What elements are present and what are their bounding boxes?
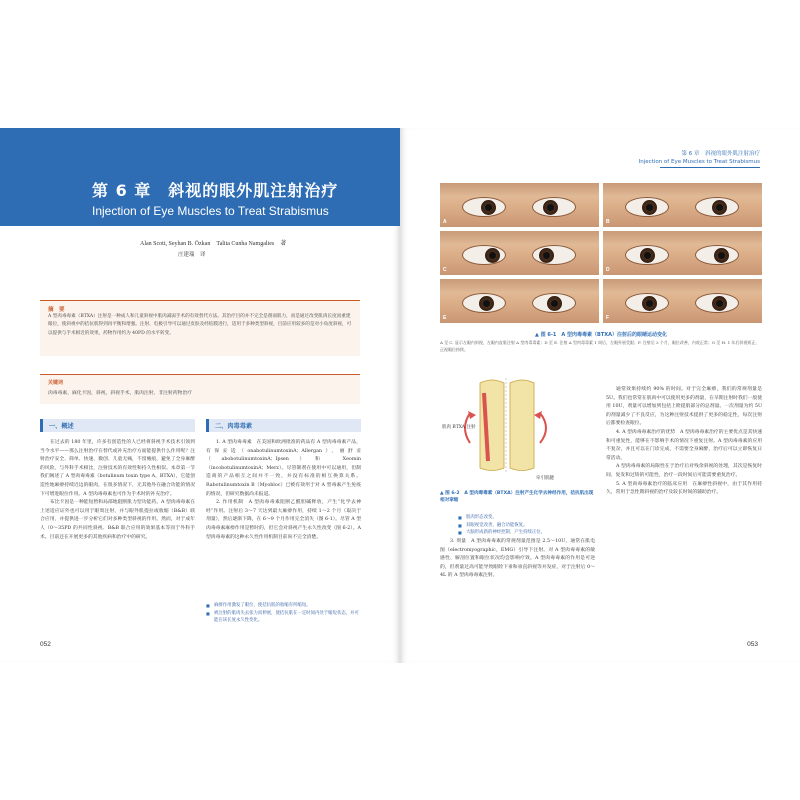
- abstract-box: [40, 300, 360, 356]
- photo-tag: D: [606, 267, 610, 273]
- right-page: [400, 128, 800, 663]
- figure-6-1-caption: ▲ 图 6-1 A 型肉毒毒素（BTXA）注射后的眼睛运动变化: [535, 332, 667, 338]
- translator: 庄建瑞 译: [178, 252, 206, 258]
- section-heading-botulinum: [206, 419, 361, 432]
- section-heading-text: 一、概述: [49, 423, 74, 430]
- figure-6-1-description: A 至 C. 显示左眼内斜视，左眼内直肌注射 A 型肉毒毒素；D 至 E. 注射 A 型肉毒毒素 1 周后，左眼外展受限；F. 注射后 3 个月，眼位改善，内收正常；G 至 H. 1 年后斜视矫正，正视眼位持续。: [440, 340, 760, 352]
- eye-photo: [603, 279, 762, 323]
- keywords-label: 关键词: [48, 380, 64, 386]
- diagram-label-tendon: 牵引肌腱: [536, 476, 554, 481]
- photo-tag: A: [443, 219, 447, 225]
- diagram-label-injection: 肌肉 BTXA 注射: [442, 425, 476, 430]
- abstract-label: 摘 要: [48, 307, 65, 313]
- bullet-item: ■ 大脑形成新的神经控制，产生持续正位。: [458, 529, 595, 537]
- muscle-injection-diagram: [440, 373, 595, 483]
- page-number: 053: [747, 641, 758, 648]
- text-column-right: [206, 439, 361, 542]
- paragraph: A 型肉毒毒素的局限性在于治疗后对残余斜视的处理，其次是恢复时间、复发和过矫的可能性，治疗一段时间后可能需要重复治疗。: [606, 464, 762, 478]
- photo-tag: C: [443, 267, 447, 273]
- authors: Alan Scott, Seyhan B. Özkan Talita Cunha Namgalies 著: [140, 241, 287, 247]
- text-column-left: [40, 439, 195, 542]
- running-head: [639, 150, 760, 166]
- paragraph: 在过去的 180 年里，许多有创造性的人已经将斜视手术技术引领到当今水平——那么注射治疗在替代或补充治疗方面能提供什么作用呢？注射治疗安全、简单、快速、微创、儿童无痛，不留瘢痕，避免了全身麻醉的风险，与外科手术相比，注射技术的有效性和持久性相似。本章第一节我们阐述了 A 型肉毒毒素（botulinum toxin type A，BTXA），它能创造性地麻痹持续近边的眼肉，在很多情况下，无其他外在融合功能的情况下可增进眼位作用。A 型肉毒毒素也可作为手术时的补充治疗。: [40, 440, 195, 497]
- page-number: 052: [40, 641, 51, 648]
- chapter-title-en: Injection of Eye Muscles to Treat Strabismus: [92, 204, 329, 218]
- bullet-list: [206, 602, 361, 625]
- chapter-banner: [0, 128, 400, 226]
- arrow-head-icon: [534, 411, 542, 419]
- paragraph: 1. A 型肉毒毒素 在美国和欧洲批准的药品有 A 型肉毒毒素产品，有保妥适（onabotulinumtoxinA；Allergan），丽舒妥（abobotulinumtoxinA；Ipsen）和 Xeomin（incobotulinumtoxinA；Merz）。尽管制剂在使用中可以通用，但制造商的产品相互之间并不一致，并没有标准的相互换算关系。Rabotulinumtoxin B（Myobloc）已被有效用于对 A 型毒素产生免疫的情况，但研究数据尚未报道。: [206, 440, 361, 497]
- running-head-rule: [660, 167, 760, 168]
- eye-photo: [440, 183, 599, 227]
- bullet-item: ■ 麻痹作用激发了眼位，使拮抗肌的收缩有所缩短。: [206, 602, 361, 610]
- paragraph: 4. A 型肉毒毒素治疗的优势 A 型肉毒毒素治疗的主要优点是其快速和可重复性，能够在不影响手术的情况下重复注射。A 型肉毒毒素的应用不复杂，并且可以在门诊完成，不需要全身麻醉，治疗后可以立即恢复日常活动。: [606, 429, 762, 461]
- keywords-text: 肉毒毒素，麻化卡因，斜视，斜视手术，肌肉注射，非注射药物治疗: [48, 391, 192, 396]
- running-head-en: Injection of Eye Muscles to Treat Strabismus: [638, 159, 760, 165]
- eye-photo: [440, 231, 599, 275]
- figure-6-2-caption: ▲ 图 6-2 A 型肉毒毒素（BTXA）注射产生化学去神经作用，拮抗肌出现相对挛缩: [440, 491, 594, 504]
- section-heading-text: 二、肉毒毒素: [215, 423, 253, 430]
- photo-tag: F: [606, 315, 610, 321]
- paragraph: 通常效果持续约 90% 的时间。对于完全麻痹，我们的常规剂量是 5U。我们也常常在肌肉中可以使用更多的剂量，在早期注射时我们一般使用 10U，剂量可以增加到包括上睑提肌部分的总剂量。一次剂量为约 5U 的剂量减少了不良反应，为这种注射技术提供了更多的稳定性，每次注射后都要检查眼位。: [606, 387, 762, 427]
- abstract-text: A 型肉毒毒素（BTXA）注射是一种成人和儿童斜视中肌肉减弱手术的有效替代方法。其治疗目的并不完全是削弱肌力，而是通过改变肌肉长度而重建眼位，使斜视中的拮抗肌得到再平衡和增强。注射、电极引导可以通过皮肤及经结膜进行，适用于多种类型斜视，目前应用较多的是对小角度斜视，可以提供与手术相近的效果，药物作用约为 40PD 的水平转变。: [48, 314, 352, 336]
- muscle-shape: [510, 380, 534, 471]
- section-heading-overview: [40, 419, 195, 432]
- book-spread: [0, 128, 800, 663]
- eye-photo: [440, 279, 599, 323]
- bullet-item: ■ 被注射的肌肉失去张力而伸展，使拮抗肌在一定时间内处于缩短状态，并可能在该长度永久性变化。: [206, 610, 361, 625]
- left-page: [0, 128, 400, 663]
- photo-tag: B: [606, 219, 610, 225]
- arrow-head-icon: [468, 411, 476, 419]
- chapter-title-zh: 第 6 章 斜视的眼外肌注射治疗: [92, 181, 339, 200]
- keywords-box: [40, 374, 360, 404]
- text-column-right: [606, 386, 762, 498]
- text-column-left-bottom: [440, 538, 595, 581]
- running-head-zh: 第 6 章 斜视的眼外肌注射治疗: [681, 151, 760, 157]
- bullet-item: ■ 双眼视觉改善，融合功能恢复。: [458, 522, 595, 530]
- paragraph: 5. A 型肉毒毒素治疗的临床应用 在麻痹性斜视中，由于其作用持久，常用于急性期斜视的治疗及较长时间的辅助治疗。: [606, 481, 762, 496]
- eye-photo: [603, 231, 762, 275]
- bullet-list-right: [458, 514, 595, 537]
- arrow-curve: [540, 413, 546, 443]
- photo-tag: E: [443, 315, 447, 321]
- eye-photo: [603, 183, 762, 227]
- paragraph: 布比卡因是一种能短暂和局部地阻断肌力型功能药。A 型肉毒毒素在上述适应证外也可以用于眼周注射，并与眼外肌提拉或收缩（B&B）联合应用，并提供进一步分析它们对多种类型斜视的作用。然而，对于成年人（0～35PD 的共同性斜视、B&B 联合应用的效果基本等同于外科手术。目前还在开展更多的其他疾病和治疗中的研究。: [40, 500, 195, 540]
- paragraph: 2. 作用机制 A 型肉毒毒素阻断乙酰胆碱释放，产生“化学去神经”作用。注射后 3～7 天达到最大麻痹作用，持续 1～2 个月（取决于剂量），然后逐渐下降，在 6～9 个月作用完全消失（图 6-1）。尽管 A 型肉毒毒素麻痹作用是暂时的，但它会对斜视产生永久性改变（图 6-2）。A 型肉毒毒素的这种永久性作用机制目前尚不完全清楚。: [206, 500, 361, 540]
- bullet-item: ■ 肌肉形态改变。: [458, 514, 595, 522]
- paragraph: 3. 剂量 A 型肉毒毒素的常规剂量范围是 2.5～10U，通常在肌电图（electromyographic，EMG）引导下注射。对 A 型肉毒毒素的敏感性、解剖位置和眼位状况均会影响疗效。A 型肉毒毒素的作用是可逆的，但剂量过高可能导致眼睑下垂和垂直斜视等并发症，对于注射后 0～4L 的 A 型肉毒毒素注射。: [440, 539, 595, 579]
